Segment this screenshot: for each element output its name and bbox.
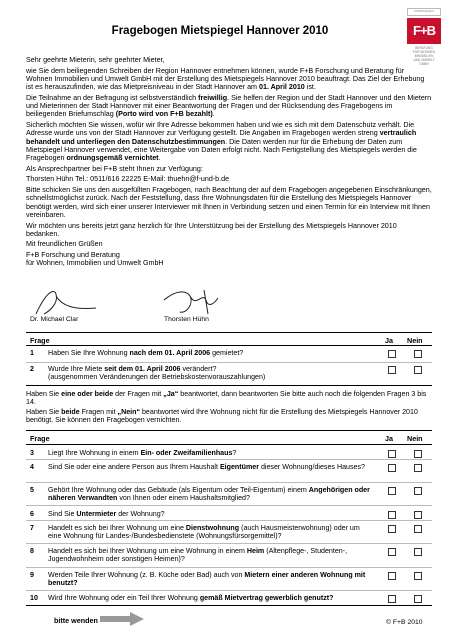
emphasis: ordnungsgemäß vernichtet [66, 154, 159, 163]
table1-header-ja: Ja [385, 336, 393, 345]
text: . Sie helfen der Region und der Stadt Hannover und den Mietern und Mieterinnen der Stadt Hannover mit einer Beantwortung der Fragen und der Rücksendung des Fragebogens im beiliegenden Briefumschlag [26, 93, 432, 119]
text: gemietet? [212, 349, 244, 357]
question-text [48, 449, 370, 457]
text: Die Teilnahme an der Befragung ist selbstverständlich [26, 93, 197, 102]
nein-checkbox[interactable] [414, 350, 422, 358]
emphasis: „Ja“ [163, 390, 179, 398]
text: (ausgenommen Veränderungen der Betriebskostenvorauszahlungen) [48, 373, 266, 382]
text: . [158, 154, 161, 163]
question-number: 2 [30, 365, 34, 373]
logo-sub-line: IMMOBILIEN [414, 54, 434, 58]
signature-clar-image [26, 284, 116, 318]
copyright: © F+B 2010 [386, 619, 423, 626]
ja-checkbox[interactable] [388, 366, 396, 374]
emphasis: freiwillig [198, 93, 228, 102]
text: von Ihnen oder einem Haushaltsmitglied? [119, 494, 250, 503]
intro-paragraph-5: Bitte schicken Sie uns den ausgefüllten Fragebogen, nach Beachtung der auf dem Fragebogen angegebenen Einschränkungen, schnellstmöglichst zurück. Nach der Feststellung, dass Ihre Wohnungsdaten für die Erstellung des Mietspiegels Hannover benötigt werden, wird sich einer unserer Interviewer mit Ihnen in Verbindung setzen und einen Termin für ein Interview mit Ihnen vereinbaren. [26, 185, 432, 219]
intro-paragraph-1 [26, 67, 432, 92]
table1-header-nein: Nein [407, 336, 423, 345]
ja-checkbox[interactable] [388, 487, 396, 495]
table1-bottom-rule [26, 385, 432, 386]
emphasis: eine oder beide [61, 390, 114, 398]
ja-checkbox[interactable] [388, 450, 396, 458]
contact-line: Thorsten Hühn Tel.: 0511/616 22225 E-Mail: thuehn@f-und-b.de [26, 175, 230, 184]
nein-checkbox[interactable] [414, 366, 422, 374]
emphasis: nach dem 01. April 2006 [129, 349, 211, 357]
text: Wird Ihre Wohnung oder ein Teil Ihrer Wohnung [48, 594, 198, 602]
nein-checkbox[interactable] [414, 525, 422, 533]
emphasis: (Porto wird von F+B bezahlt) [115, 110, 213, 119]
intro-paragraph-6: Wir möchten uns bereits jetzt ganz herzlich für Ihre Unterstützung bei der Erstellung des Mietspiegels Hannover 2010 bedanken. [26, 221, 397, 238]
question-number: 8 [30, 547, 34, 555]
text: (Altenpflege-, Studenten-, Jugendwohnheim oder sonstigen Heimen)? [48, 547, 348, 564]
question-text [48, 594, 370, 602]
row-divider [26, 505, 432, 506]
text: (auch Hausmeisterwohnung) oder um eine Wohnung für Landes-/Bundesbedienstete (Wohnungsfürsorgemittel)? [48, 524, 360, 541]
signature-name-huehn: Thorsten Hühn [164, 316, 209, 323]
text: Haben Sie Ihre Wohnung [48, 349, 128, 357]
row-divider [26, 567, 432, 568]
ja-checkbox[interactable] [388, 525, 396, 533]
text: beantwortet wird Ihre Wohnung nicht für die Erstellung des Mietspiegels Hannover 2010 benötigt. Sie können den Fragebogen vernichten. [26, 408, 418, 425]
right-arrow-icon [100, 612, 144, 626]
question-number: 7 [30, 524, 34, 532]
signature-area [26, 284, 326, 328]
question-text [48, 349, 370, 357]
emphasis: vertraulich behandelt und unterliegen den Datenschutzbestimmungen [26, 129, 417, 146]
ja-checkbox[interactable] [388, 595, 396, 603]
table2-header-nein: Nein [407, 434, 423, 443]
salutation: Sehr geehrte Mieterin, sehr geehrter Mieter, [26, 56, 165, 64]
table1-header-frage: Frage [30, 336, 50, 345]
logo-sub-line: FÜR WOHNEN [413, 50, 435, 54]
text: . Die Daten werden nur für die Erhebung der Daten zum Mietspiegel Hannover verwendet, eine Weitergabe von Daten erfolgt nicht. Nach Fertigstellung des Mietspiegels werden die Fragebogen [26, 137, 417, 163]
nein-checkbox[interactable] [414, 548, 422, 556]
signature-huehn-image [156, 284, 246, 318]
question-text [48, 486, 370, 503]
text: Handelt es sich bei Ihrer Wohnung um eine [48, 524, 184, 532]
company-line-1: F+B Forschung und Beratung [26, 250, 120, 259]
table1-top-rule [26, 332, 432, 333]
row-divider [26, 459, 432, 460]
text: Sind Sie oder eine andere Person aus Ihrem Haushalt [48, 463, 218, 471]
company-line-2: für Wohnen, Immobilien und Umwelt GmbH [26, 259, 164, 268]
intro-paragraph-3 [26, 121, 432, 163]
logo-sub-line: BERATUNG [415, 46, 433, 50]
row-divider [26, 362, 432, 363]
text: Fragen mit [81, 408, 116, 416]
emphasis: Heim [246, 547, 265, 555]
text: ? [232, 449, 237, 457]
row-divider [26, 520, 432, 521]
text: Wurde Ihre Miete [48, 365, 103, 373]
nein-checkbox[interactable] [414, 572, 422, 580]
table2-header-frage: Frage [30, 434, 50, 443]
question-text [48, 571, 370, 588]
question-text [48, 510, 370, 518]
text: Sicherlich möchten Sie wissen, wofür wir Ihre Adresse bekommen haben und wie es sich mit dem Datenschutz verhält. Die Adresse wurde uns von der Stadt Hannover zur Verfügung gestellt. Die Angaben im Fragebogen werden streng [26, 120, 415, 138]
logo-sub-line: GMBH [419, 62, 429, 66]
text: ist. [306, 83, 316, 92]
letter-body [26, 56, 432, 268]
question-number: 4 [30, 463, 34, 471]
question-number: 6 [30, 510, 34, 518]
question-text [48, 547, 370, 564]
row-divider [26, 543, 432, 544]
question-number: 3 [30, 449, 34, 457]
ja-checkbox[interactable] [388, 511, 396, 519]
text: Haben Sie [26, 390, 60, 398]
ja-checkbox[interactable] [388, 464, 396, 472]
intro-paragraph-2 [26, 94, 432, 119]
question-number: 10 [30, 594, 38, 602]
text: Liegt Ihre Wohnung in einem [48, 449, 139, 457]
text: Gehört Ihre Wohnung oder das Gebäude (als Eigentum oder Teil-Eigentum) einem [48, 486, 307, 494]
date-emphasis: 01. April 2010 [259, 83, 305, 92]
emphasis: seit dem 01. April 2006 [104, 365, 181, 373]
emphasis: Mietern einer anderen Wohnung mit benutzt? [48, 571, 366, 588]
emphasis: Untermieter [76, 510, 117, 518]
text: der Wohnung? [118, 510, 165, 518]
emphasis: Angehörigen oder näheren Verwandten [48, 486, 370, 503]
nein-checkbox[interactable] [414, 450, 422, 458]
text: dieser Wohnung/dieses Hauses? [260, 463, 365, 471]
logo-mark: F+B [407, 18, 441, 44]
instruction-note-1 [26, 390, 432, 407]
emphasis: Dienstwohnung [185, 524, 240, 532]
table2-top-rule [26, 430, 432, 431]
question-text [48, 365, 370, 382]
nein-checkbox[interactable] [414, 464, 422, 472]
table1-header-rule [26, 345, 432, 346]
text: . [212, 110, 215, 119]
please-turn-label: bitte wenden [54, 616, 98, 625]
text: der Fragen mit [115, 390, 162, 398]
emphasis: Ein- oder Zweifamilienhaus [140, 449, 233, 457]
ja-checkbox[interactable] [388, 572, 396, 580]
text: verändert? [182, 365, 217, 373]
question-text [48, 463, 370, 471]
emphasis: „Nein“ [117, 408, 140, 416]
question-text [48, 524, 370, 541]
emphasis: Eigentümer [219, 463, 259, 471]
text: Werden Teile Ihrer Wohnung (z. B. Küche oder Bad) auch von [48, 571, 243, 579]
contact-intro: Als Ansprechpartner bei F+B steht Ihnen zur Verfügung: [26, 164, 203, 173]
nein-checkbox[interactable] [414, 595, 422, 603]
table2-bottom-rule [26, 605, 432, 606]
ja-checkbox[interactable] [388, 350, 396, 358]
emphasis: gemäß Mietvertrag gewerblich genutzt? [199, 594, 334, 602]
nein-checkbox[interactable] [414, 487, 422, 495]
page-title: Fragebogen Mietspiegel Hannover 2010 [111, 25, 329, 37]
logo-top-text: FORSCHUNG [407, 8, 441, 16]
question-number: 1 [30, 349, 34, 357]
text: beantwortet, dann beantworten Sie bitte auch noch die folgenden Fragen 3 bis 14. [26, 390, 427, 407]
logo-sub-line: UND UMWELT [413, 58, 435, 62]
question-number: 9 [30, 571, 34, 579]
text: Sind Sie [48, 510, 75, 518]
question-number: 5 [30, 486, 34, 494]
text: wie Sie dem beiliegenden Schreiben der Region Hannover entnehmen können, wurde F+B Forschung und Beratung für Wohnen Immobilien und Umwelt GmbH mit der Erstellung des Mietspiegels Hannover 2010 beauftragt. Das Ziel der Erhebung ist es herauszufinden, wie das Mietpreisniveau in der Stadt Hannover am [26, 66, 425, 92]
row-divider [26, 590, 432, 591]
ja-checkbox[interactable] [388, 548, 396, 556]
table2-header-rule [26, 444, 432, 445]
emphasis: beide [61, 408, 80, 416]
closing: Mit freundlichen Grüßen [26, 240, 103, 249]
text: Haben Sie [26, 408, 60, 416]
instruction-note-2 [26, 408, 432, 425]
text: Handelt es sich bei Ihrer Wohnung um eine Wohnung in einem [48, 547, 245, 555]
row-divider [26, 482, 432, 483]
signature-name-clar: Dr. Michael Clar [30, 316, 79, 323]
nein-checkbox[interactable] [414, 511, 422, 519]
table2-header-ja: Ja [385, 434, 393, 443]
